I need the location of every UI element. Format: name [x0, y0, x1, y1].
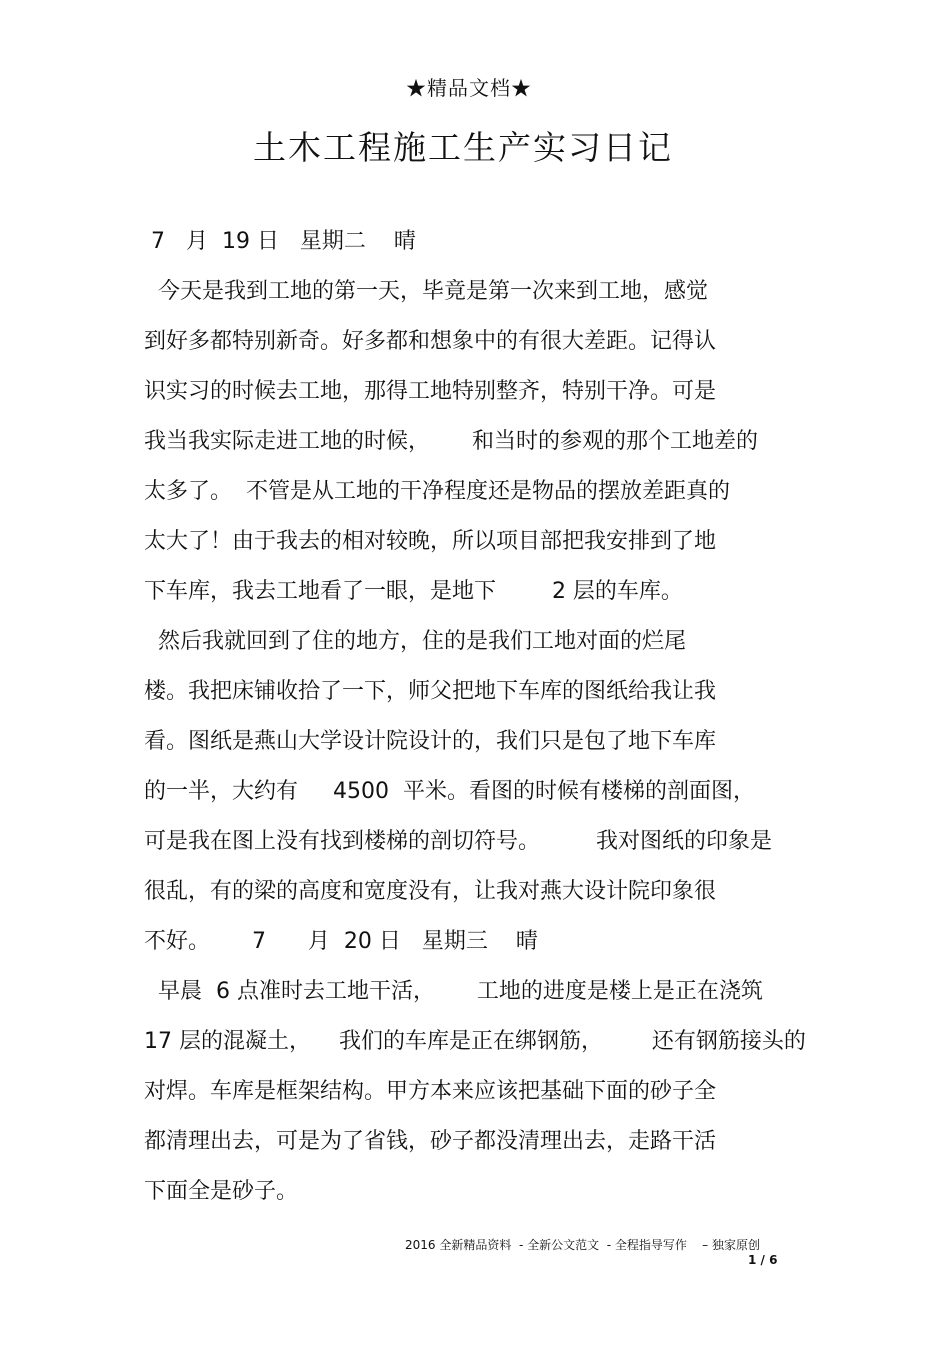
header-badge: ★精品文档★	[406, 76, 532, 100]
body-line-1: 7 月 19 日 星期二 晴	[144, 229, 416, 254]
body-line-12: 的一半，大约有 4500 平米。看图的时候有楼梯的剖面图，	[144, 779, 755, 804]
body-line-7: 太大了！由于我去的相对较晚，所以项目部把我安排到了地	[144, 529, 717, 554]
body-line-13: 可是我在图上没有找到楼梯的剖切符号。 我对图纸的印象是	[144, 829, 772, 854]
body-line-9: 然后我就回到了住的地方，住的是我们工地对面的烂尾	[144, 629, 686, 654]
body-line-10: 楼。我把床铺收拾了一下，师父把地下车库的图纸给我让我	[144, 679, 717, 704]
body-line-20: 下面全是砂子。	[144, 1179, 299, 1204]
body-line-5: 我当我实际走进工地的时候， 和当时的参观的那个工地差的	[144, 429, 758, 454]
body-line-19: 都清理出去，可是为了省钱，砂子都没清理出去，走路干活	[144, 1129, 717, 1154]
body-line-15: 不好。 7 月 20 日 星期三 晴	[144, 929, 538, 954]
body-line-8: 下车库，我去工地看了一眼，是地下 2 层的车库。	[144, 579, 683, 604]
body-line-16: 早晨 6 点准时去工地干活， 工地的进度是楼上是正在浇筑	[144, 979, 763, 1004]
footer-note: 2016 全新精品资料 - 全新公文范文 - 全程指导写作 – 独家原创	[405, 1238, 760, 1252]
body-line-3: 到好多都特别新奇。好多都和想象中的有很大差距。记得认	[144, 329, 717, 354]
body-line-6: 太多了。 不管是从工地的干净程度还是物品的摆放差距真的	[144, 479, 730, 504]
body-line-4: 识实习的时候去工地，那得工地特别整齐，特别干净。可是	[144, 379, 717, 404]
body-line-18: 对焊。车库是框架结构。甲方本来应该把基础下面的砂子全	[144, 1079, 717, 1104]
body-line-2: 今天是我到工地的第一天，毕竟是第一次来到工地，感觉	[144, 279, 708, 304]
document-title: 土木工程施工生产实习日记	[253, 128, 673, 167]
page-number: 1 / 6	[748, 1253, 778, 1267]
body-line-17: 17 层的混凝土， 我们的车库是正在绑钢筋， 还有钢筋接头的	[144, 1029, 806, 1054]
body-line-14: 很乱，有的梁的高度和宽度没有，让我对燕大设计院印象很	[144, 879, 717, 904]
body-line-11: 看。图纸是燕山大学设计院设计的，我们只是包了地下车库	[144, 729, 717, 754]
